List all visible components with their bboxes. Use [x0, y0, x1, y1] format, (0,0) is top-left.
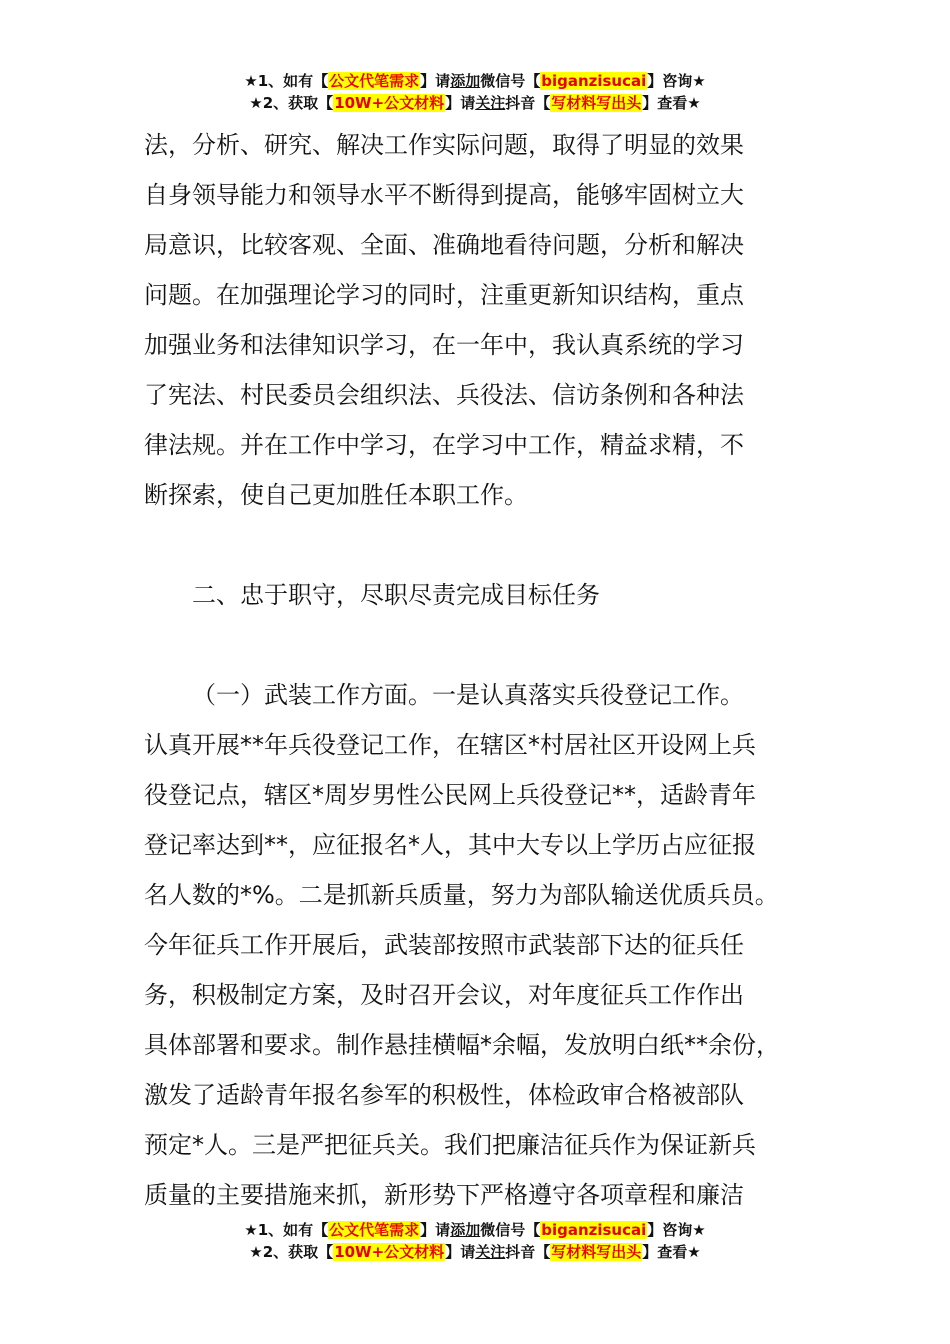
banner-text: 抖音【 [505, 1243, 551, 1261]
banner-highlight: 10W+公文材料 [334, 94, 445, 112]
body-line: 激发了适龄青年报名参军的积极性，体检政审合格被部队 [144, 1081, 744, 1109]
body-line: 质量的主要措施来抓，新形势下严格遵守各项章程和廉洁 [144, 1181, 744, 1209]
body-line: 自身领导能力和领导水平不断得到提高，能够牢固树立大 [144, 181, 744, 209]
body-line: 加强业务和法律知识学习，在一年中，我认真系统的学习 [144, 331, 744, 359]
banner-highlight: 写材料写出头 [551, 94, 642, 112]
banner-text: 】咨询★ [647, 1221, 706, 1239]
footer-banner [0, 1219, 950, 1263]
banner-text: 抖音【 [505, 94, 551, 112]
body-line: 断探索，使自己更加胜任本职工作。 [144, 481, 528, 509]
banner-text: 】咨询★ [647, 72, 706, 90]
body-line: 役登记点，辖区*周岁男性公民网上兵役登记**，适龄青年 [144, 781, 756, 809]
body-line: 问题。在加强理论学习的同时，注重更新知识结构，重点 [144, 281, 744, 309]
banner-text: 】查看★ [642, 94, 701, 112]
banner-text: 】请 [445, 94, 476, 112]
body-line: 今年征兵工作开展后，武装部按照市武装部下达的征兵任 [144, 931, 744, 959]
body-line: （一）武装工作方面。一是认真落实兵役登记工作。 [192, 681, 744, 709]
banner-highlight: 公文代笔需求 [329, 72, 420, 90]
banner-text: ★2、获取【 [249, 94, 334, 112]
banner-underlined: 关注 [475, 94, 506, 112]
document-body [144, 120, 824, 1220]
banner-highlight: biganzisucai [541, 72, 647, 90]
banner-line-1 [0, 1219, 950, 1241]
banner-text: ★1、如有【 [244, 72, 329, 90]
body-line: 认真开展**年兵役登记工作，在辖区*村居社区开设网上兵 [144, 731, 756, 759]
body-line: 法，分析、研究、解决工作实际问题，取得了明显的效果 [144, 131, 744, 159]
banner-text: 微信号【 [480, 72, 541, 90]
body-line: 律法规。并在工作中学习，在学习中工作，精益求精，不 [144, 431, 744, 459]
banner-line-1 [0, 70, 950, 92]
body-line: 预定*人。三是严把征兵关。我们把廉洁征兵作为保证新兵 [144, 1131, 756, 1159]
banner-underlined: 关注 [475, 1243, 506, 1261]
banner-highlight: 写材料写出头 [551, 1243, 642, 1261]
banner-line-2 [0, 92, 950, 114]
banner-text: 】请 [445, 1243, 476, 1261]
body-line: 登记率达到**，应征报名*人，其中大专以上学历占应征报 [144, 831, 756, 859]
body-line: 务，积极制定方案，及时召开会议，对年度征兵工作作出 [144, 981, 744, 1009]
banner-text: ★1、如有【 [244, 1221, 329, 1239]
banner-text: ★2、获取【 [249, 1243, 334, 1261]
banner-text: 】请 [420, 1221, 451, 1239]
body-line: 局意识，比较客观、全面、准确地看待问题，分析和解决 [144, 231, 744, 259]
header-banner [0, 70, 950, 114]
body-line: 了宪法、村民委员会组织法、兵役法、信访条例和各种法 [144, 381, 744, 409]
banner-text: 】查看★ [642, 1243, 701, 1261]
banner-text: 】请 [420, 72, 451, 90]
banner-line-2 [0, 1241, 950, 1263]
banner-highlight: 公文代笔需求 [329, 1221, 420, 1239]
banner-highlight: biganzisucai [541, 1221, 647, 1239]
section-heading: 二、忠于职守，尽职尽责完成目标任务 [192, 581, 600, 609]
banner-text: 微信号【 [480, 1221, 541, 1239]
banner-underlined: 添加 [450, 72, 481, 90]
body-line: 具体部署和要求。制作悬挂横幅*余幅，发放明白纸**余份， [144, 1031, 780, 1059]
banner-highlight: 10W+公文材料 [334, 1243, 445, 1261]
body-line: 名人数的*%。二是抓新兵质量，努力为部队输送优质兵员。 [144, 881, 779, 909]
banner-underlined: 添加 [450, 1221, 481, 1239]
